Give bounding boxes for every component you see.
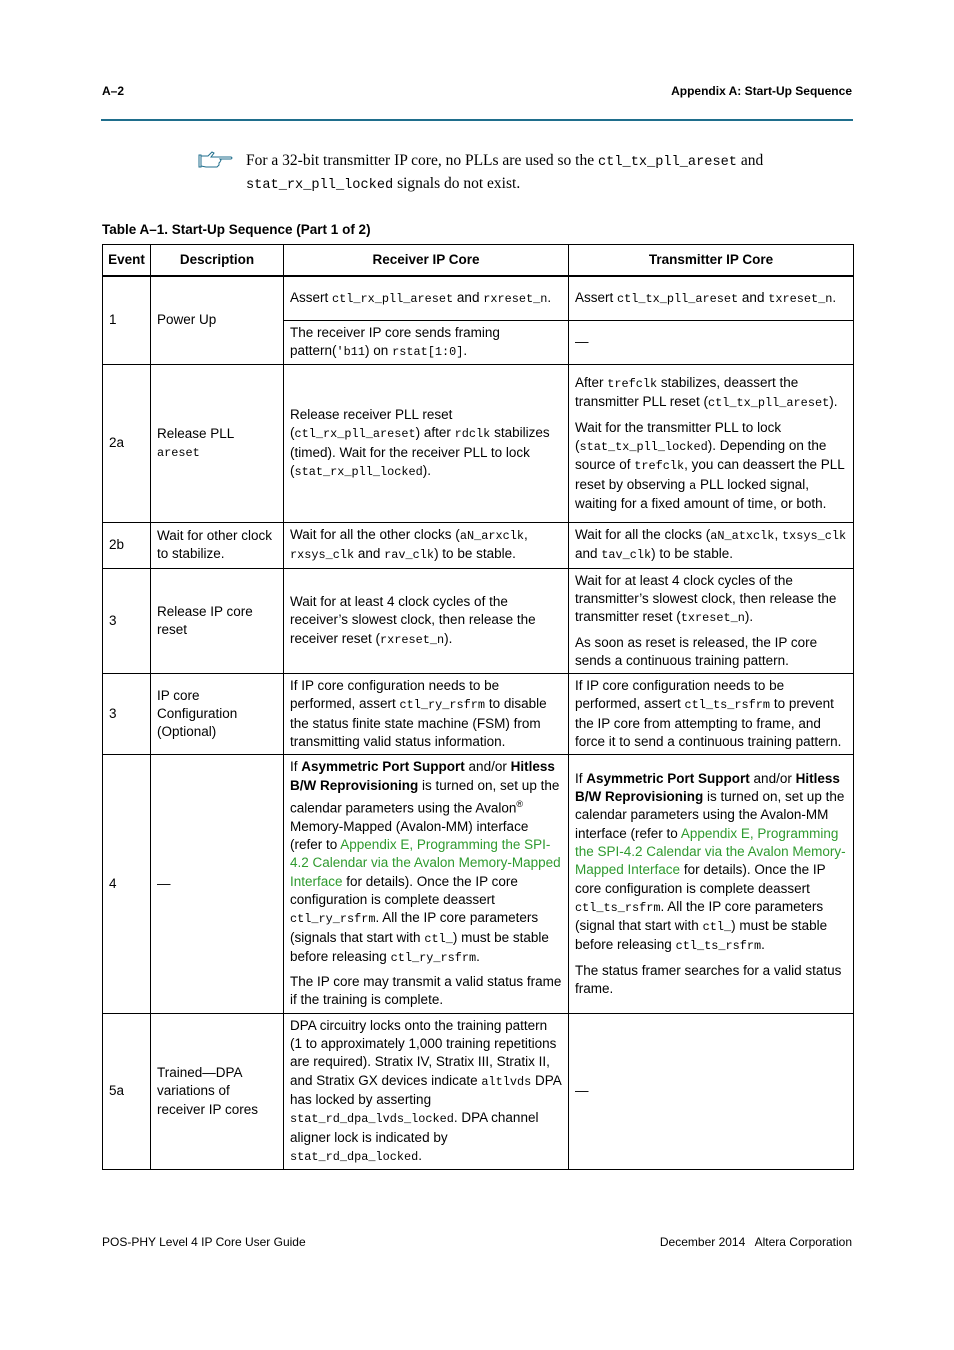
event-cell: 5a <box>103 1013 151 1169</box>
transmitter-cell: If Asymmetric Port Support and/or Hitless B/W Reprovisioning is turned on, set up the calendar parameters using the Avalon-MM interface (refer to Appendix E, Programming the SPI-4.2 Calendar via the Avalon Memory-Mapped Interface for details). Once the IP core configuration is complete deassert ctl_ts_rsfrm. All the IP core parameters (signal that start with ctl_) must be stable before releasing ctl_ts_rsfrm. The status framer searches for a valid status frame. <box>569 755 854 1013</box>
col-header-transmitter: Transmitter IP Core <box>569 245 854 277</box>
receiver-cell: DPA circuitry locks onto the training pattern (1 to approximately 1,000 training repetitions are required). Stratix IV, Stratix III, Stratix II, and Stratix GX devices indicate altlvds DPA has locked by asserting stat_rd_dpa_lvds_locked. DPA channel aligner lock is indicated by stat_rd_dpa_locked. <box>284 1013 569 1169</box>
receiver-cell: The receiver IP core sends framing pattern('b11) on rstat[1:0]. <box>284 320 569 365</box>
table-row <box>103 523 854 569</box>
event-cell: 3 <box>103 568 151 673</box>
col-header-event: Event <box>103 245 151 277</box>
receiver-cell: Release receiver PLL reset (ctl_rx_pll_areset) after rdclk stabilizes (timed). Wait for the receiver PLL to lock (stat_rx_pll_locked). <box>284 365 569 523</box>
table-caption: Table A–1. Start-Up Sequence (Part 1 of 2) <box>102 222 371 237</box>
table-row <box>103 365 854 523</box>
appendix-e-link[interactable]: Appendix E, Programming the SPI-4.2 Calendar via the Avalon Memory-Mapped Interface <box>290 837 561 889</box>
transmitter-cell: If IP core configuration needs to be performed, assert ctl_ts_rsfrm to prevent the IP core from attempting to frame, and force it to send a continuous training pattern. <box>569 674 854 755</box>
transmitter-cell: Wait for at least 4 clock cycles of the transmitter’s slowest clock, then release the transmitter reset (txreset_n). As soon as reset is released, the IP core sends a continuous training pattern. <box>569 568 854 673</box>
description-cell: IP core Configuration (Optional) <box>151 674 284 755</box>
event-cell: 2a <box>103 365 151 523</box>
transmitter-cell: Assert ctl_tx_pll_areset and txreset_n. <box>569 276 854 320</box>
table-row <box>103 755 854 1013</box>
transmitter-cell: After trefclk stabilizes, deassert the transmitter PLL reset (ctl_tx_pll_areset). Wait for the transmitter PLL to lock (stat_tx_pll_locked). Depending on the source of trefclk, you can deassert the PLL reset by observing a PLL locked signal, waiting for a fixed amount of time, or both. <box>569 365 854 523</box>
col-header-receiver: Receiver IP Core <box>284 245 569 277</box>
table-row <box>103 568 854 673</box>
description-cell: Release IP core reset <box>151 568 284 673</box>
pointing-hand-icon <box>198 150 234 170</box>
table-row <box>103 276 854 320</box>
receiver-cell: If Asymmetric Port Support and/or Hitless B/W Reprovisioning is turned on, set up the calendar parameters using the Avalon® Memory-Mapped (Avalon-MM) interface (refer to Appendix E, Programming the SPI-4.2 Calendar via the Avalon Memory-Mapped Interface for details). Once the IP core configuration is complete deassert ctl_ry_rsfrm. All the IP core parameters (signals that start with ctl_) must be stable before releasing ctl_ry_rsfrm. The IP core may transmit a valid status frame if the training is complete. <box>284 755 569 1013</box>
description-cell: — <box>151 755 284 1013</box>
transmitter-cell: — <box>569 320 854 365</box>
header-rule <box>101 119 853 121</box>
description-cell: Wait for other clock to stabilize. <box>151 523 284 569</box>
receiver-cell: Assert ctl_rx_pll_areset and rxreset_n. <box>284 276 569 320</box>
section-title: Appendix A: Start-Up Sequence <box>671 84 852 98</box>
event-cell: 2b <box>103 523 151 569</box>
event-cell: 3 <box>103 674 151 755</box>
footer-doc-title: POS-PHY Level 4 IP Core User Guide <box>102 1235 306 1249</box>
receiver-cell: Wait for all the other clocks (aN_arxclk, rxsys_clk and rav_clk) to be stable. <box>284 523 569 569</box>
startup-sequence-table <box>102 244 854 1170</box>
event-cell: 1 <box>103 276 151 365</box>
transmitter-cell: — <box>569 1013 854 1169</box>
receiver-cell: If IP core configuration needs to be performed, assert ctl_ry_rsfrm to disable the status finite state machine (FSM) from transmitting valid status information. <box>284 674 569 755</box>
note-text: For a 32-bit transmitter IP core, no PLLs are used so the ctl_tx_pll_areset and stat_rx_pll_locked signals do not exist. <box>246 152 764 193</box>
page-number: A–2 <box>102 84 125 98</box>
table-row <box>103 1013 854 1169</box>
appendix-e-link[interactable]: Appendix E, Programming the SPI-4.2 Calendar via the Avalon Memory-Mapped Interface <box>575 825 846 878</box>
description-cell: Trained—DPA variations of receiver IP cores <box>151 1013 284 1169</box>
description-cell: Release PLL areset <box>151 365 284 523</box>
description-cell: Power Up <box>151 276 284 365</box>
receiver-cell: Wait for at least 4 clock cycles of the receiver’s slowest clock, then release the receiver reset (rxreset_n). <box>284 568 569 673</box>
event-cell: 4 <box>103 755 151 1013</box>
col-header-description: Description <box>151 245 284 277</box>
table-header-row <box>103 245 854 277</box>
transmitter-cell: Wait for all the clocks (aN_atxclk, txsys_clk and tav_clk) to be stable. <box>569 523 854 569</box>
table-row <box>103 674 854 755</box>
footer-date-company: December 2014 Altera Corporation <box>659 1235 852 1249</box>
